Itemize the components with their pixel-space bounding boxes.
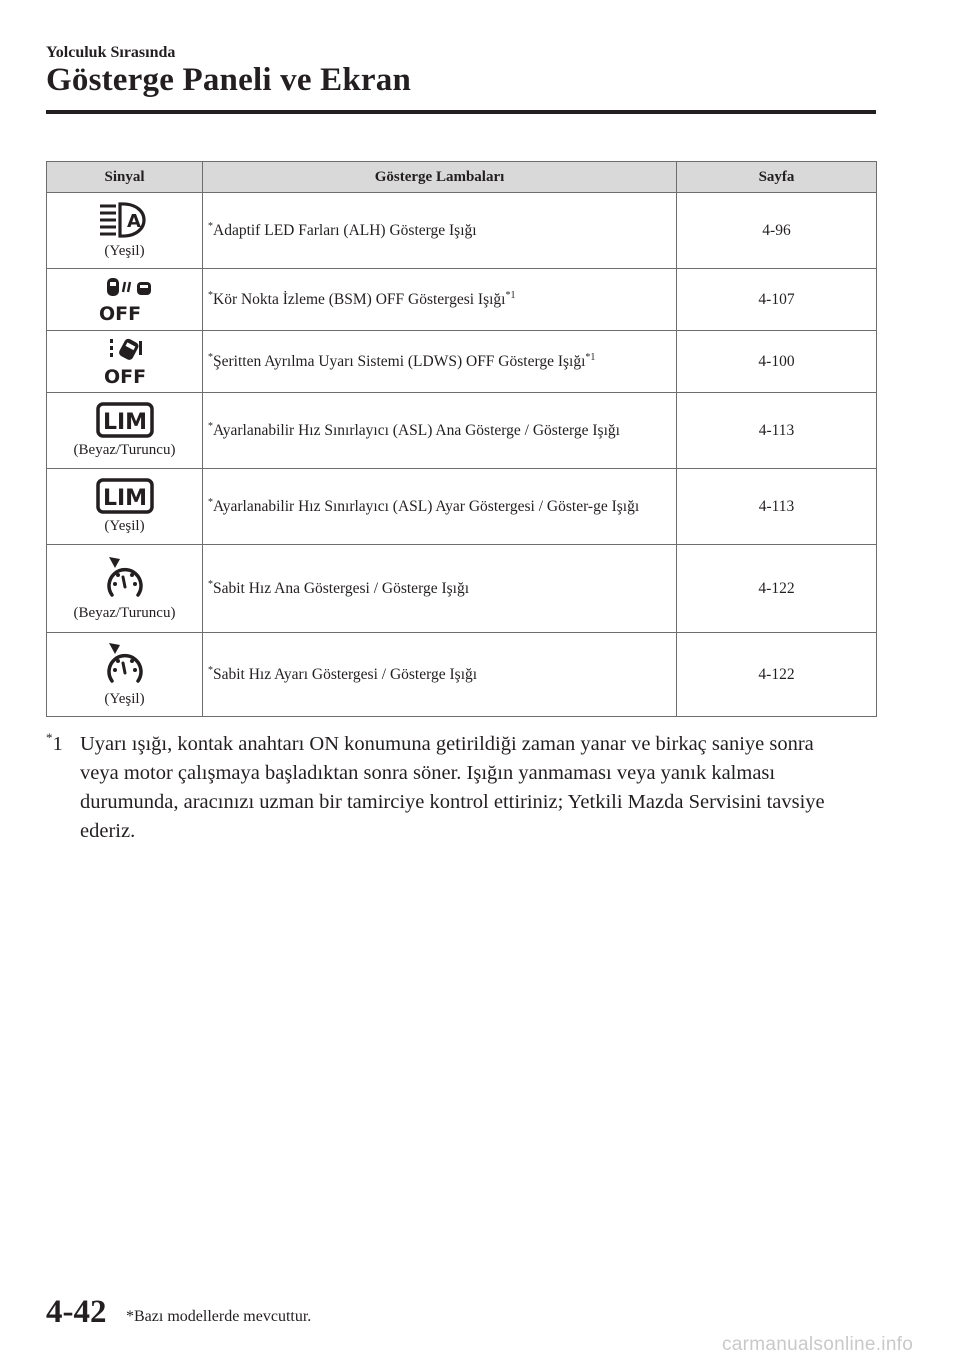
- availability-note: *Bazı modellerde mevcuttur.: [126, 1308, 312, 1325]
- cruise-control-icon: [103, 641, 147, 687]
- signal-cell: [47, 193, 203, 269]
- availability-mark: *: [208, 578, 213, 590]
- table-row: [47, 269, 877, 331]
- signal-color-label: (Yeşil): [104, 518, 145, 534]
- availability-mark: *: [208, 496, 213, 508]
- page-number: 4-42: [46, 1294, 107, 1330]
- table-row: [47, 331, 877, 393]
- signal-cell: [47, 331, 203, 393]
- signal-color-label: (Beyaz/Turuncu): [73, 605, 176, 621]
- table-row: [47, 393, 877, 469]
- description-text: Sabit Hız Ana Göstergesi / Gösterge Işığı: [213, 579, 470, 597]
- lim-icon: [96, 402, 154, 438]
- page-reference: 4-113: [677, 469, 877, 545]
- column-header-signal: Sinyal: [47, 162, 203, 193]
- availability-mark: *: [208, 420, 213, 432]
- svg-text:OFF: OFF: [103, 365, 146, 387]
- indicator-description: [203, 393, 677, 469]
- footnote: [46, 730, 846, 846]
- signal-cell: [47, 393, 203, 469]
- availability-mark: *: [208, 351, 213, 363]
- availability-mark: *: [208, 220, 213, 232]
- footnote-reference: *1: [505, 289, 516, 301]
- footnote-marker: [46, 730, 63, 759]
- svg-text:OFF: OFF: [98, 302, 141, 324]
- watermark: carmanualsonline.info: [722, 1334, 914, 1355]
- lim-icon: [96, 478, 154, 514]
- signal-color-label: (Yeşil): [104, 691, 145, 707]
- availability-mark: *: [208, 289, 213, 301]
- indicator-description: [203, 269, 677, 331]
- page-reference: 4-113: [677, 393, 877, 469]
- page-title: Gösterge Paneli ve Ekran: [46, 62, 411, 98]
- signal-color-label: (Yeşil): [104, 243, 145, 259]
- ldws-off-icon: [101, 337, 149, 387]
- footnote-text: Uyarı ışığı, kontak anahtarı ON konumuna getirildiği zaman yanar ve birkaç saniye sonra veya motor çalışmaya başladıktan sonra söner. Işığın yanmaması veya yanık kalması durumunda, aracınızı uzman bir tamirciye kontrol ettiriniz; Yetkili Mazda Servisini tavsiye ederiz.: [80, 733, 825, 842]
- column-header-page: Sayfa: [677, 162, 877, 193]
- table-header-row: [47, 162, 877, 193]
- description-text: Ayarlanabilir Hız Sınırlayıcı (ASL) Ana Gösterge / Gösterge Işığı: [213, 421, 620, 439]
- signal-cell: [47, 633, 203, 717]
- table-row: [47, 469, 877, 545]
- cruise-control-icon: [103, 555, 147, 601]
- page-reference: 4-122: [677, 545, 877, 633]
- adaptive-led-headlight-icon: [96, 201, 154, 239]
- description-text: Ayarlanabilir Hız Sınırlayıcı (ASL) Ayar Göstergesi / Göster-ge Işığı: [213, 497, 640, 515]
- table-row: [47, 633, 877, 717]
- indicator-description: [203, 331, 677, 393]
- footnote-asterisk: *: [46, 730, 53, 745]
- description-text: Kör Nokta İzleme (BSM) OFF Göstergesi Işığı: [213, 290, 506, 308]
- availability-mark: *: [208, 664, 213, 676]
- column-header-indicator: Gösterge Lambaları: [203, 162, 677, 193]
- description-text: Sabit Hız Ayarı Göstergesi / Gösterge Işığı: [213, 665, 478, 683]
- signal-cell: [47, 469, 203, 545]
- svg-text:A: A: [126, 211, 141, 232]
- page-reference: 4-96: [677, 193, 877, 269]
- table-row: [47, 193, 877, 269]
- indicator-description: [203, 193, 677, 269]
- section-label: Yolculuk Sırasında: [46, 44, 176, 61]
- page-reference: 4-100: [677, 331, 877, 393]
- svg-text:LIM: LIM: [102, 486, 147, 511]
- table-row: [47, 545, 877, 633]
- footnote-reference: *1: [585, 351, 596, 363]
- indicator-description: [203, 469, 677, 545]
- bsm-off-icon: [95, 276, 155, 324]
- title-rule: [46, 110, 876, 114]
- signal-cell: [47, 269, 203, 331]
- description-text: Adaptif LED Farları (ALH) Gösterge Işığı: [213, 221, 477, 239]
- indicator-description: [203, 545, 677, 633]
- page-reference: 4-107: [677, 269, 877, 331]
- signal-cell: [47, 545, 203, 633]
- indicator-table: [46, 161, 877, 717]
- signal-color-label: (Beyaz/Turuncu): [73, 442, 176, 458]
- page-reference: 4-122: [677, 633, 877, 717]
- svg-text:LIM: LIM: [102, 410, 147, 435]
- footnote-number: 1: [52, 733, 63, 755]
- description-text: Şeritten Ayrılma Uyarı Sistemi (LDWS) OFF Gösterge Işığı: [213, 352, 586, 370]
- indicator-description: [203, 633, 677, 717]
